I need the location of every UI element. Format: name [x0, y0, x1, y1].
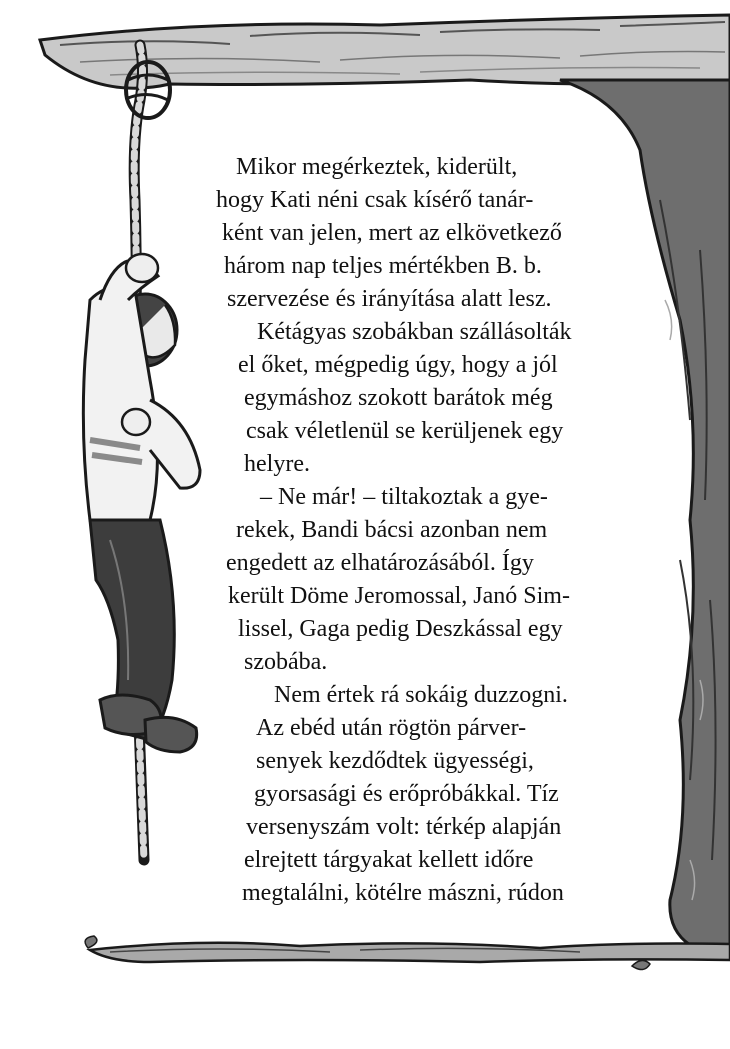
text-line: gyorsasági és erőpróbákkal. Tíz — [254, 781, 559, 807]
text-line: három nap teljes mértékben B. b. — [224, 253, 542, 279]
text-line: lissel, Gaga pedig Deszkással egy — [238, 616, 563, 642]
climbing-boy — [83, 254, 200, 752]
text-line: szobába. — [244, 649, 328, 675]
text-line: Mikor megérkeztek, kiderült, — [236, 154, 518, 180]
text-line: Nem értek rá sokáig duzzogni. — [274, 682, 568, 708]
text-line: – Ne már! – tiltakoztak a gye- — [260, 484, 548, 510]
text-line: helyre. — [244, 451, 310, 477]
text-line: engedett az elhatározásából. Így — [226, 550, 534, 576]
text-line: hogy Kati néni csak kísérő tanár- — [216, 187, 534, 213]
text-line: rekek, Bandi bácsi azonban nem — [236, 517, 548, 543]
text-line: ként van jelen, mert az elkövetkező — [222, 220, 562, 246]
text-line: megtalálni, kötélre mászni, rúdon — [242, 880, 564, 906]
tree-trunk — [560, 80, 730, 945]
leaf-left — [85, 936, 97, 948]
text-line: el őket, mégpedig úgy, hogy a jól — [238, 352, 558, 378]
text-line: elrejtett tárgyakat kellett időre — [244, 847, 534, 873]
leaf-right — [632, 960, 650, 969]
text-line: szervezése és irányítása alatt lesz. — [227, 286, 552, 312]
ground — [90, 943, 730, 962]
text-line: versenyszám volt: térkép alapján — [246, 814, 562, 840]
text-line: Kétágyas szobákban szállásolták — [257, 319, 572, 345]
text-line: senyek kezdődtek ügyességi, — [256, 748, 534, 774]
text-line: csak véletlenül se kerüljenek egy — [246, 418, 564, 444]
text-line: Az ebéd után rögtön párver- — [256, 715, 527, 741]
text-line: került Döme Jeromossal, Janó Sim- — [228, 583, 570, 609]
text-line: egymáshoz szokott barátok még — [244, 385, 553, 411]
